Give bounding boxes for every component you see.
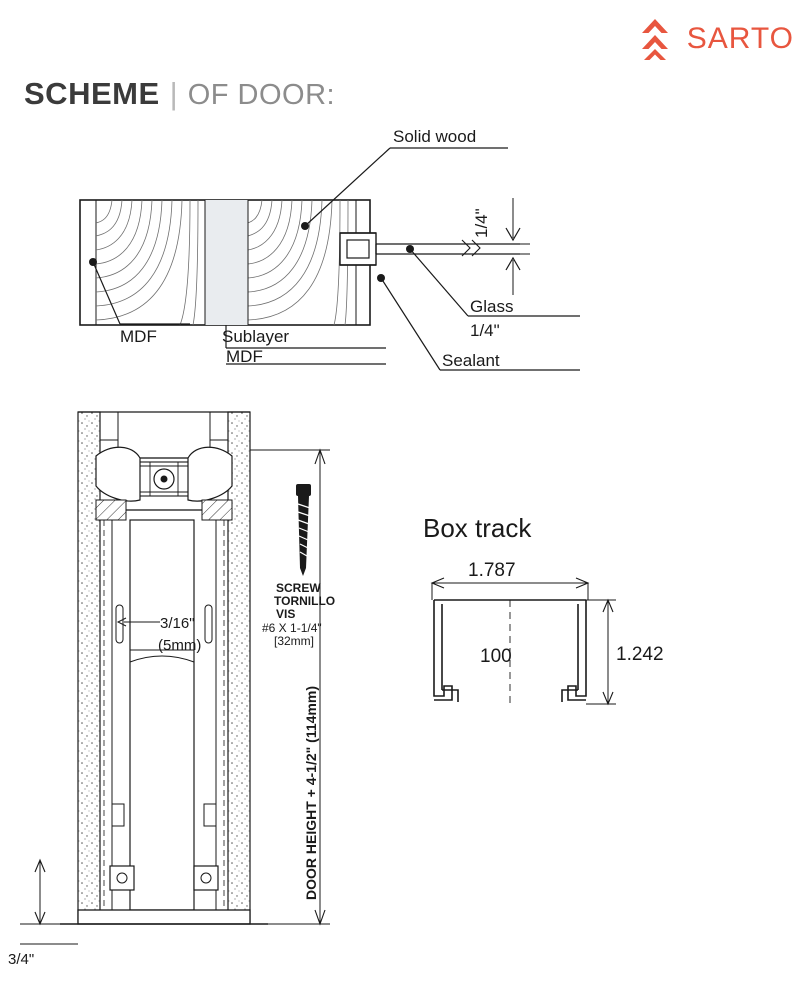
label-mdf-bottom: MDF	[226, 347, 263, 366]
label-sublayer: Sublayer	[222, 327, 290, 346]
label-box-track-width: 1.787	[468, 560, 516, 581]
label-screw-spec: #6 X 1-1/4"	[262, 621, 322, 635]
gap-dimension-label: 1/4"	[472, 208, 491, 238]
label-sealant: Sealant	[442, 351, 500, 370]
label-glass: Glass	[470, 297, 514, 316]
page-title	[24, 76, 335, 112]
page-title-sub: OF DOOR:	[187, 79, 336, 111]
leader-sublayer	[222, 325, 386, 348]
chevron-stack-icon	[635, 18, 675, 60]
label-screw-en: SCREW	[276, 581, 321, 595]
label-glass-thickness: 1/4"	[470, 321, 500, 340]
glass-pane	[376, 244, 520, 254]
label-overall-height: DOOR HEIGHT + 4-1/2" (114mm)	[303, 686, 319, 900]
label-floor-clearance: 3/4"	[8, 951, 35, 968]
label-solid-wood: Solid wood	[393, 127, 477, 146]
door-cross-section-diagram	[0, 120, 812, 410]
wall-left	[78, 412, 100, 922]
leader-glass	[406, 245, 580, 340]
label-screw-fr: VIS	[276, 607, 296, 621]
label-box-track-inner: 100	[480, 646, 512, 667]
label-mdf-left: MDF	[120, 327, 157, 346]
leader-mdf-bottom	[226, 347, 386, 366]
box-track-title: Box track	[423, 513, 532, 543]
label-screw-spec-mm: [32mm]	[274, 634, 315, 648]
wall-right	[228, 412, 250, 922]
page-title-separator: |	[169, 76, 178, 111]
box-track-width-dimension	[432, 560, 588, 600]
header-track-assembly	[96, 447, 232, 520]
pocket-door-detail-diagram	[0, 400, 400, 990]
overall-height-dimension	[250, 450, 330, 924]
page-title-main: SCHEME	[24, 76, 160, 111]
screw-illustration	[262, 484, 335, 648]
floor-clearance-dimension	[8, 860, 78, 968]
label-box-track-height: 1.242	[616, 644, 664, 665]
box-track-diagram	[400, 500, 812, 740]
door-panel	[130, 520, 194, 910]
floor-plate	[78, 910, 250, 924]
label-gap-mm: (5mm)	[158, 637, 202, 654]
brand-logo	[635, 18, 794, 60]
brand-name: SARTO	[686, 22, 794, 55]
box-track-height-dimension	[586, 600, 664, 704]
label-gap-inch: 3/16"	[160, 615, 195, 632]
label-screw-es: TORNILLO	[274, 594, 336, 608]
glazing-bead-detail	[340, 233, 376, 265]
glass-gap-dimension	[472, 198, 530, 295]
